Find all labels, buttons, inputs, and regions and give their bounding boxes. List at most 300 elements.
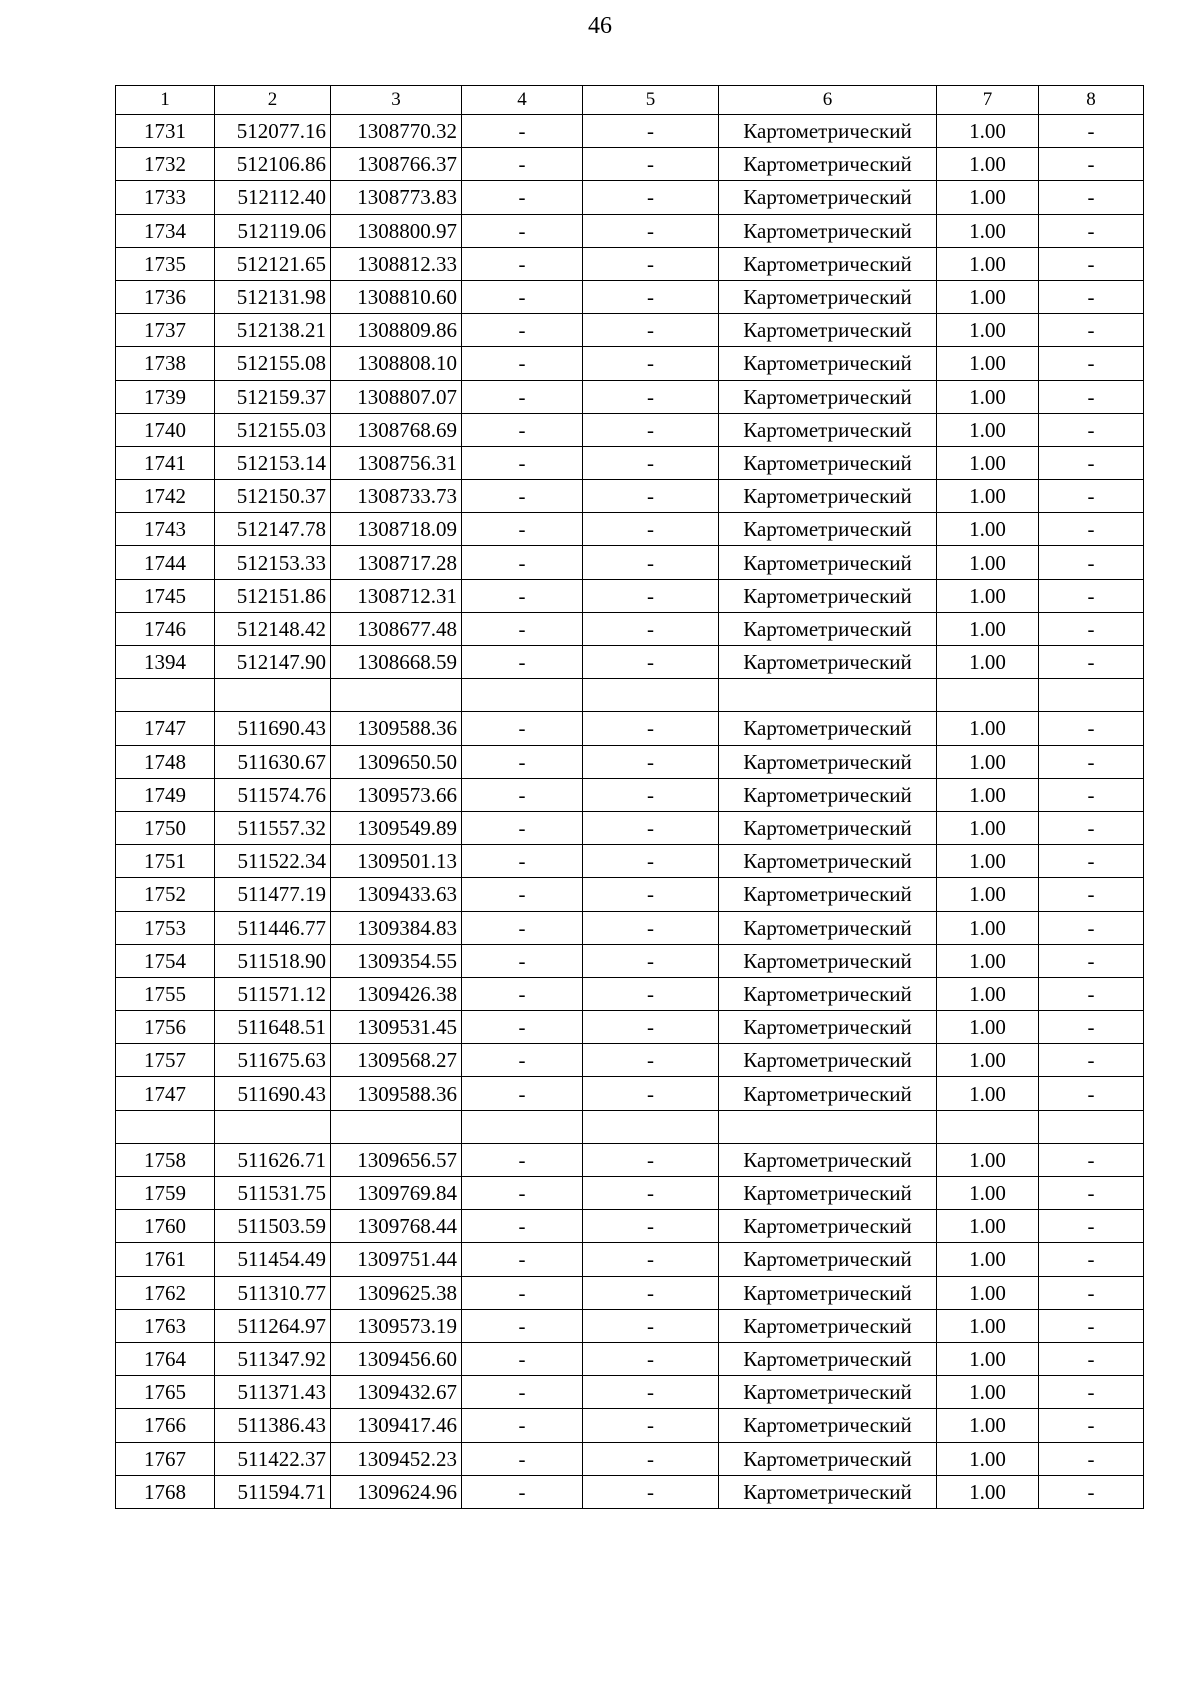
table-cell: - (1039, 1475, 1144, 1508)
table-row (116, 1177, 1144, 1210)
table-cell: - (462, 778, 583, 811)
table-cell: 1763 (116, 1309, 215, 1342)
table-cell (719, 679, 937, 712)
table-cell: 512151.86 (215, 579, 331, 612)
table-cell: Картометрический (719, 214, 937, 247)
table-cell: 1753 (116, 911, 215, 944)
table-cell: - (462, 944, 583, 977)
table-cell: 511630.67 (215, 745, 331, 778)
column-header: 1 (116, 86, 215, 115)
table-cell: 1309769.84 (331, 1177, 462, 1210)
table-cell: 1.00 (937, 1177, 1039, 1210)
table-row (116, 845, 1144, 878)
table-cell: - (1039, 1243, 1144, 1276)
table-cell: - (462, 1077, 583, 1110)
table-cell: 1309650.50 (331, 745, 462, 778)
table-cell: - (1039, 413, 1144, 446)
table-cell: Картометрический (719, 115, 937, 148)
table-cell: 1.00 (937, 878, 1039, 911)
table-row (116, 1044, 1144, 1077)
table-cell: 512131.98 (215, 280, 331, 313)
column-header: 2 (215, 86, 331, 115)
table-cell: - (583, 1243, 719, 1276)
table-cell: 1.00 (937, 115, 1039, 148)
table-cell: - (583, 811, 719, 844)
table-cell: 1309588.36 (331, 712, 462, 745)
table-cell (937, 1110, 1039, 1143)
table-cell: Картометрический (719, 446, 937, 479)
table-cell: - (1039, 380, 1144, 413)
table-cell: - (1039, 1409, 1144, 1442)
table-cell: 511477.19 (215, 878, 331, 911)
column-header: 6 (719, 86, 937, 115)
table-cell: 1758 (116, 1143, 215, 1176)
table-cell: 1.00 (937, 1376, 1039, 1409)
table-cell: - (583, 1409, 719, 1442)
table-cell: - (1039, 1210, 1144, 1243)
table-cell: - (583, 745, 719, 778)
table-cell: - (1039, 845, 1144, 878)
table-cell: - (462, 280, 583, 313)
table-row (116, 679, 1144, 712)
table-cell: 1767 (116, 1442, 215, 1475)
table-cell: 1764 (116, 1342, 215, 1375)
table-cell: 511574.76 (215, 778, 331, 811)
table-cell: 1308807.07 (331, 380, 462, 413)
table-cell: 1308712.31 (331, 579, 462, 612)
table-cell: Картометрический (719, 1309, 937, 1342)
table-cell: - (1039, 115, 1144, 148)
table-cell: 511690.43 (215, 1077, 331, 1110)
table-row (116, 513, 1144, 546)
table-cell: Картометрический (719, 977, 937, 1010)
table-cell: 511386.43 (215, 1409, 331, 1442)
table-cell: - (462, 612, 583, 645)
table-cell: 1.00 (937, 413, 1039, 446)
table-cell: 1.00 (937, 911, 1039, 944)
table-cell: - (462, 745, 583, 778)
table-cell: 1750 (116, 811, 215, 844)
table-cell: 1308808.10 (331, 347, 462, 380)
table-cell: - (583, 977, 719, 1010)
table-cell (583, 679, 719, 712)
table-cell: - (583, 1342, 719, 1375)
table-cell: 1.00 (937, 1143, 1039, 1176)
table-cell (462, 1110, 583, 1143)
table-row (116, 1210, 1144, 1243)
table-cell: - (1039, 1276, 1144, 1309)
table-cell: - (462, 1143, 583, 1176)
table-cell: Картометрический (719, 1177, 937, 1210)
table-cell: 1.00 (937, 1077, 1039, 1110)
table-cell: 1309384.83 (331, 911, 462, 944)
table-cell: 1.00 (937, 646, 1039, 679)
table-cell: - (583, 1077, 719, 1110)
table-cell: - (1039, 579, 1144, 612)
table-cell: 1734 (116, 214, 215, 247)
table-row (116, 778, 1144, 811)
table-cell: - (583, 778, 719, 811)
table-cell: - (462, 811, 583, 844)
table-cell: 1309531.45 (331, 1011, 462, 1044)
table-cell: Картометрический (719, 1243, 937, 1276)
table-cell: 511522.34 (215, 845, 331, 878)
table-cell: 511347.92 (215, 1342, 331, 1375)
table-cell: 1768 (116, 1475, 215, 1508)
table-cell: - (583, 280, 719, 313)
table-cell: 1308668.59 (331, 646, 462, 679)
table-cell: 512155.03 (215, 413, 331, 446)
table-cell (215, 679, 331, 712)
table-cell: 1308677.48 (331, 612, 462, 645)
table-cell: 1.00 (937, 811, 1039, 844)
table-cell: 1309549.89 (331, 811, 462, 844)
column-header: 3 (331, 86, 462, 115)
table-cell: - (462, 646, 583, 679)
table-cell (719, 1110, 937, 1143)
table-cell: - (1039, 513, 1144, 546)
table-row (116, 1376, 1144, 1409)
table-cell: Картометрический (719, 1210, 937, 1243)
table-cell: 1.00 (937, 1044, 1039, 1077)
table-row (116, 115, 1144, 148)
table-row (116, 612, 1144, 645)
table-cell: - (1039, 944, 1144, 977)
table-cell: 511626.71 (215, 1143, 331, 1176)
table-cell: 1.00 (937, 579, 1039, 612)
table-cell: 1309625.38 (331, 1276, 462, 1309)
table-cell: 1743 (116, 513, 215, 546)
table-cell: 1309452.23 (331, 1442, 462, 1475)
table-cell: - (583, 480, 719, 513)
table-cell: 512159.37 (215, 380, 331, 413)
column-header: 5 (583, 86, 719, 115)
table-cell: 1.00 (937, 1210, 1039, 1243)
table-cell: 1756 (116, 1011, 215, 1044)
table-cell: - (1039, 347, 1144, 380)
table-cell: 1308718.09 (331, 513, 462, 546)
table-cell: - (583, 413, 719, 446)
table-cell: 1735 (116, 247, 215, 280)
table-row (116, 413, 1144, 446)
table-cell: - (462, 1475, 583, 1508)
table-cell: 1762 (116, 1276, 215, 1309)
table-cell: - (1039, 612, 1144, 645)
table-cell: 1308809.86 (331, 314, 462, 347)
table-row (116, 712, 1144, 745)
column-header: 7 (937, 86, 1039, 115)
table-cell: Картометрический (719, 778, 937, 811)
table-cell: 1309432.67 (331, 1376, 462, 1409)
table-row (116, 247, 1144, 280)
table-cell: 1739 (116, 380, 215, 413)
table-cell: 1308733.73 (331, 480, 462, 513)
table-cell: 512153.33 (215, 546, 331, 579)
table-row (116, 1309, 1144, 1342)
table-cell: - (583, 878, 719, 911)
table-cell: - (1039, 911, 1144, 944)
table-cell: - (583, 181, 719, 214)
table-cell: 1742 (116, 480, 215, 513)
table-row (116, 148, 1144, 181)
table-cell: - (462, 1409, 583, 1442)
table-cell: - (1039, 446, 1144, 479)
table-cell (462, 679, 583, 712)
table-cell: - (583, 380, 719, 413)
table-cell: 1309624.96 (331, 1475, 462, 1508)
table-cell: 1.00 (937, 480, 1039, 513)
page-number: 46 (588, 13, 612, 39)
table-cell: Картометрический (719, 646, 937, 679)
table-cell (331, 1110, 462, 1143)
table-cell: Картометрический (719, 546, 937, 579)
table-cell: - (1039, 1077, 1144, 1110)
table-cell (116, 1110, 215, 1143)
table-cell: 511422.37 (215, 1442, 331, 1475)
table-cell: Картометрический (719, 347, 937, 380)
table-cell: 1744 (116, 546, 215, 579)
table-row (116, 347, 1144, 380)
table-cell: 512138.21 (215, 314, 331, 347)
table-cell: Картометрический (719, 1276, 937, 1309)
table-cell: 1.00 (937, 944, 1039, 977)
table-cell: 1732 (116, 148, 215, 181)
table-cell: - (462, 347, 583, 380)
table-cell: 512077.16 (215, 115, 331, 148)
table-row (116, 1475, 1144, 1508)
table-cell: - (462, 845, 583, 878)
table-cell: - (1039, 247, 1144, 280)
table-row (116, 911, 1144, 944)
table-row (116, 380, 1144, 413)
table-cell: - (583, 148, 719, 181)
table-cell: - (462, 413, 583, 446)
table-cell: - (462, 1309, 583, 1342)
table-row (116, 1442, 1144, 1475)
table-cell (116, 679, 215, 712)
table-cell: 1309417.46 (331, 1409, 462, 1442)
table-cell: 1.00 (937, 778, 1039, 811)
table-cell: 1309656.57 (331, 1143, 462, 1176)
table-cell: - (583, 1143, 719, 1176)
table-cell: 1.00 (937, 1475, 1039, 1508)
table-cell: 511571.12 (215, 977, 331, 1010)
table-cell: Картометрический (719, 1044, 937, 1077)
table-cell: - (583, 214, 719, 247)
table-cell: 1309573.19 (331, 1309, 462, 1342)
table-cell: 1.00 (937, 712, 1039, 745)
table-cell: Картометрический (719, 148, 937, 181)
table-cell: - (583, 712, 719, 745)
table-cell: - (583, 1276, 719, 1309)
table-cell: Картометрический (719, 579, 937, 612)
table-cell: 1.00 (937, 1011, 1039, 1044)
table-cell: - (462, 446, 583, 479)
table-cell: Картометрический (719, 878, 937, 911)
table-row (116, 811, 1144, 844)
table-row (116, 446, 1144, 479)
table-cell: - (583, 546, 719, 579)
table-cell: 1.00 (937, 280, 1039, 313)
table-cell: 512106.86 (215, 148, 331, 181)
table-cell: 1.00 (937, 612, 1039, 645)
table-cell: - (583, 1442, 719, 1475)
table-cell: 1308773.83 (331, 181, 462, 214)
table-cell: 1740 (116, 413, 215, 446)
table-cell: Картометрический (719, 944, 937, 977)
table-row (116, 878, 1144, 911)
table-cell: 1309354.55 (331, 944, 462, 977)
table-row (116, 314, 1144, 347)
table-cell: Картометрический (719, 280, 937, 313)
table-cell: 512150.37 (215, 480, 331, 513)
table-cell: 511446.77 (215, 911, 331, 944)
table-cell: 1309456.60 (331, 1342, 462, 1375)
table-cell: - (462, 977, 583, 1010)
table-cell: - (583, 579, 719, 612)
table-cell: Картометрический (719, 1409, 937, 1442)
table-cell: 511503.59 (215, 1210, 331, 1243)
table-cell: - (1039, 1044, 1144, 1077)
table-cell: - (1039, 214, 1144, 247)
table-cell: 1.00 (937, 314, 1039, 347)
table-row (116, 280, 1144, 313)
table-cell: - (583, 247, 719, 280)
table-cell (937, 679, 1039, 712)
table-cell: 1.00 (937, 745, 1039, 778)
table-cell: 511518.90 (215, 944, 331, 977)
table-cell: - (462, 380, 583, 413)
table-cell: - (1039, 712, 1144, 745)
table-cell: - (462, 480, 583, 513)
table-cell: - (583, 1177, 719, 1210)
table-cell: - (462, 911, 583, 944)
table-cell: Картометрический (719, 1342, 937, 1375)
table-cell: 512153.14 (215, 446, 331, 479)
table-header-row (116, 86, 1144, 115)
table-cell: 1309433.63 (331, 878, 462, 911)
table-cell: - (583, 1475, 719, 1508)
table-cell: 511264.97 (215, 1309, 331, 1342)
table-cell: 1747 (116, 712, 215, 745)
table-cell: 1309501.13 (331, 845, 462, 878)
table-cell: 1766 (116, 1409, 215, 1442)
table-cell: - (1039, 1177, 1144, 1210)
table-cell: 512147.78 (215, 513, 331, 546)
table-cell: - (1039, 878, 1144, 911)
table-cell: 1308810.60 (331, 280, 462, 313)
table-cell: - (462, 1243, 583, 1276)
table-cell (331, 679, 462, 712)
table-cell: 511454.49 (215, 1243, 331, 1276)
table-row (116, 1143, 1144, 1176)
table-row (116, 579, 1144, 612)
table-row (116, 181, 1144, 214)
table-cell: 1.00 (937, 148, 1039, 181)
table-row (116, 944, 1144, 977)
table-cell: 1.00 (937, 214, 1039, 247)
table-cell: - (1039, 1442, 1144, 1475)
table-cell: 1760 (116, 1210, 215, 1243)
table-cell (1039, 679, 1144, 712)
table-cell: - (583, 1011, 719, 1044)
column-header: 8 (1039, 86, 1144, 115)
table-cell: 1309573.66 (331, 778, 462, 811)
table-cell: 511675.63 (215, 1044, 331, 1077)
table-cell: - (1039, 314, 1144, 347)
table-cell: Картометрический (719, 811, 937, 844)
table-cell: 1.00 (937, 247, 1039, 280)
table-cell: 1308756.31 (331, 446, 462, 479)
table-cell: - (462, 513, 583, 546)
table-cell: - (583, 944, 719, 977)
table-row (116, 977, 1144, 1010)
table-cell: - (462, 314, 583, 347)
table-cell: - (583, 646, 719, 679)
column-header: 4 (462, 86, 583, 115)
table-cell: - (1039, 646, 1144, 679)
table-cell: Картометрический (719, 745, 937, 778)
table-row (116, 1077, 1144, 1110)
table-cell: - (462, 148, 583, 181)
table-cell: 1754 (116, 944, 215, 977)
table-cell: - (1039, 148, 1144, 181)
table-cell: 1761 (116, 1243, 215, 1276)
table-cell: - (462, 546, 583, 579)
table-cell: 1308800.97 (331, 214, 462, 247)
table-cell: 511594.71 (215, 1475, 331, 1508)
table-cell: - (583, 347, 719, 380)
table-cell: - (583, 1210, 719, 1243)
table-cell: Картометрический (719, 413, 937, 446)
table-cell: - (462, 1342, 583, 1375)
table-cell: 1755 (116, 977, 215, 1010)
table-cell: - (462, 1210, 583, 1243)
table-cell: - (462, 1276, 583, 1309)
table-cell: 1759 (116, 1177, 215, 1210)
table-cell: - (583, 314, 719, 347)
table-row (116, 1342, 1144, 1375)
table-cell: 1752 (116, 878, 215, 911)
table-cell: 1.00 (937, 546, 1039, 579)
table-cell: - (462, 115, 583, 148)
table-cell: 1749 (116, 778, 215, 811)
table-cell: - (462, 878, 583, 911)
table-cell: - (1039, 745, 1144, 778)
table-cell: 1733 (116, 181, 215, 214)
table-cell: 1765 (116, 1376, 215, 1409)
table-cell: 1.00 (937, 845, 1039, 878)
table-cell: Картометрический (719, 181, 937, 214)
table-body (116, 115, 1144, 1509)
table-cell: - (583, 513, 719, 546)
table-cell: Картометрический (719, 480, 937, 513)
table-cell: Картометрический (719, 845, 937, 878)
table-cell: - (1039, 1143, 1144, 1176)
table-cell: - (583, 1376, 719, 1409)
table-cell: - (462, 1177, 583, 1210)
table-cell: - (1039, 480, 1144, 513)
table-cell: - (1039, 1342, 1144, 1375)
table-cell (583, 1110, 719, 1143)
table-cell: - (583, 446, 719, 479)
table-cell: - (462, 1044, 583, 1077)
table-cell: 511690.43 (215, 712, 331, 745)
table-cell: 1.00 (937, 1243, 1039, 1276)
table-cell: - (583, 911, 719, 944)
table-cell: - (1039, 1011, 1144, 1044)
table-cell: 1.00 (937, 446, 1039, 479)
